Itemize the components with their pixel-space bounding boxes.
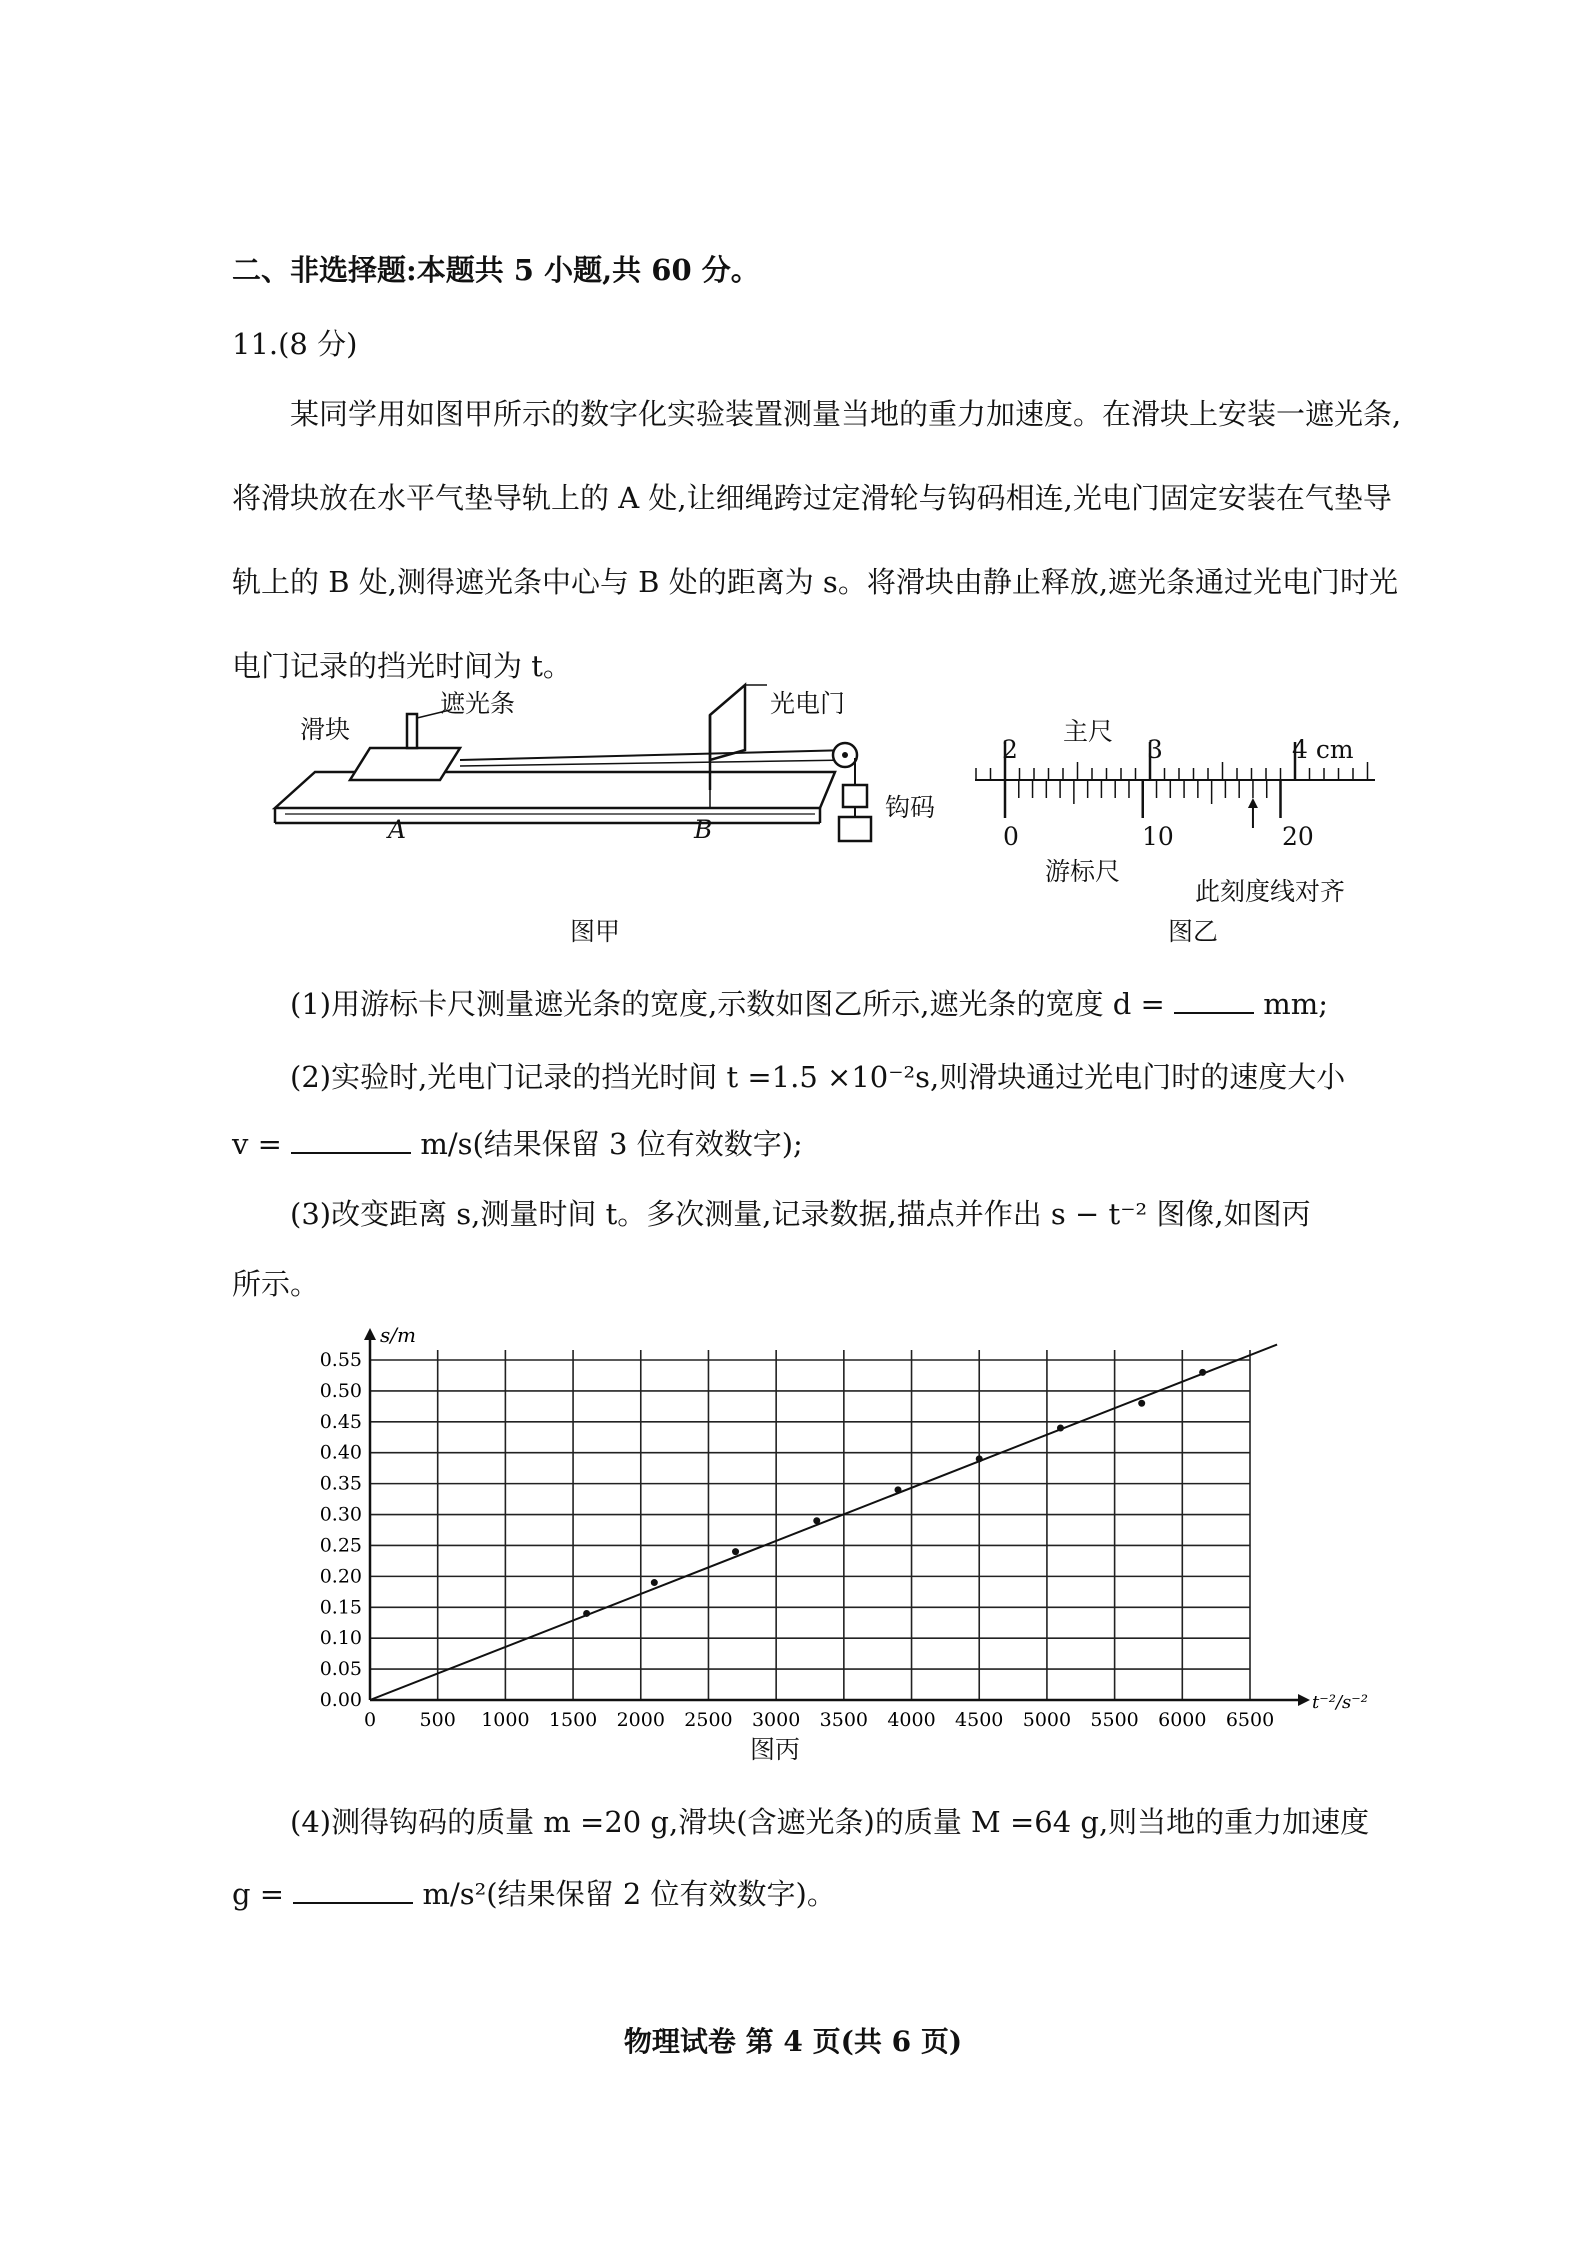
figure-jia-caption: 图甲 [570, 917, 621, 946]
data-point [1199, 1369, 1206, 1376]
y-tick-label: 0.55 [319, 1349, 362, 1371]
y-tick-label: 0.40 [319, 1441, 362, 1464]
figure-bing-chart [290, 1320, 1368, 1740]
string [460, 750, 850, 760]
x-axis-label: t⁻²/s⁻² [1312, 1692, 1368, 1713]
part-1-unit: mm; [1263, 987, 1329, 1021]
data-point [583, 1610, 590, 1617]
data-point [1057, 1425, 1064, 1432]
part-4-unit: m/s²(结果保留 2 位有效数字)。 [422, 1877, 836, 1911]
y-tick-label: 0.15 [319, 1596, 362, 1619]
part-3-line-2: 所示。 [232, 1267, 320, 1301]
photo-gate [710, 685, 745, 760]
page-footer: 物理试卷 第 4 页(共 6 页) [623, 2025, 963, 2058]
x-tick-label: 1500 [548, 1709, 598, 1731]
y-tick-label: 0.25 [319, 1534, 362, 1557]
x-tick-label: 2000 [616, 1709, 665, 1731]
y-tick-label: 0.05 [319, 1658, 362, 1681]
label-point-a: A [388, 815, 407, 844]
label-point-b: B [694, 815, 713, 844]
main-scale-number-2: 2 [1002, 735, 1018, 764]
x-tick-label: 1000 [481, 1709, 530, 1731]
x-tick-label: 2500 [684, 1709, 733, 1731]
label-main-scale: 主尺 [1063, 717, 1114, 746]
x-tick-label: 4500 [955, 1709, 1004, 1731]
label-align-note: 此刻度线对齐 [1195, 877, 1346, 906]
y-axis-arrow [364, 1328, 376, 1340]
hanging-weight-bottom [839, 817, 871, 841]
slider-block [350, 748, 460, 780]
label-weight: 钩码 [885, 793, 936, 822]
y-axis-label: s/m [380, 1323, 416, 1347]
answer-blank-d[interactable] [1174, 982, 1254, 1014]
y-tick-label: 0.20 [319, 1565, 362, 1588]
hanging-weight-top [843, 785, 867, 807]
y-tick-label: 0.10 [319, 1627, 362, 1650]
label-shade-strip: 遮光条 [440, 689, 516, 718]
part-1-text: (1)用游标卡尺测量遮光条的宽度,示数如图乙所示,遮光条的宽度 d = [290, 987, 1165, 1021]
x-tick-label: 3000 [751, 1709, 801, 1731]
part-2-line-2 [232, 1122, 803, 1163]
x-tick-label: 500 [419, 1709, 456, 1731]
data-point [976, 1455, 983, 1462]
x-tick-label: 6500 [1225, 1709, 1275, 1731]
label-photo-gate: 光电门 [770, 689, 846, 718]
part-4-line-2 [232, 1872, 836, 1913]
shade-strip [407, 714, 417, 748]
vernier-number-0: 0 [1003, 822, 1019, 851]
y-tick-label: 0.45 [319, 1410, 362, 1433]
part-4-var: g = [232, 1877, 285, 1911]
intro-text: 某同学用如图甲所示的数字化实验装置测量当地的重力加速度。在滑块上安装一遮光条,将滑块放在水平气垫导轨上的 A 处,让细绳跨过定滑轮与钩码相连,光电门固定安装在气垫导轨上的 B 处,测得遮光条中心与 B 处的距离为 s。将滑块由静止释放,遮光条通过光电门时光电门记录的挡光时间为 t。 [232, 397, 1402, 683]
figure-jia-apparatus [255, 680, 955, 870]
x-tick-label: 6000 [1158, 1709, 1207, 1731]
y-tick-label: 0.30 [319, 1503, 362, 1526]
figure-yi-caption: 图乙 [1168, 917, 1219, 946]
vernier-number-10: 10 [1142, 822, 1174, 851]
y-tick-label: 0.35 [319, 1472, 362, 1495]
section-title: 二、非选择题:本题共 5 小题,共 60 分。 [232, 253, 760, 287]
y-tick-label: 0.00 [319, 1689, 362, 1711]
x-tick-label: 3500 [819, 1709, 869, 1731]
x-tick-label: 4000 [887, 1709, 936, 1731]
main-scale-number-4: 4 cm [1292, 735, 1354, 764]
main-scale-number-3: 3 [1147, 735, 1163, 764]
vernier-number-20: 20 [1282, 822, 1314, 851]
part-2-line-1: (2)实验时,光电门记录的挡光时间 t =1.5 ×10⁻²s,则滑块通过光电门时的速度大小 [290, 1060, 1346, 1094]
label-slider: 滑块 [300, 715, 351, 744]
label-vernier-scale: 游标尺 [1045, 857, 1121, 886]
question-intro [232, 372, 1402, 708]
x-tick-label: 0 [363, 1709, 377, 1731]
answer-blank-g[interactable] [293, 1872, 413, 1904]
x-tick-label: 5000 [1022, 1709, 1072, 1731]
data-point [813, 1517, 820, 1524]
data-point [1138, 1400, 1145, 1407]
align-arrow-head [1248, 798, 1258, 808]
part-2-var: v = [232, 1127, 282, 1161]
data-point [895, 1486, 902, 1493]
figure-bing-caption: 图丙 [750, 1735, 801, 1764]
part-1 [290, 982, 1328, 1023]
y-tick-label: 0.50 [319, 1379, 362, 1402]
question-number: 11.(8 分) [232, 327, 358, 361]
x-axis-arrow [1298, 1694, 1310, 1706]
data-point [732, 1548, 739, 1555]
part-3-line-1: (3)改变距离 s,测量时间 t。多次测量,记录数据,描点并作出 s − t⁻² 图像,如图丙 [290, 1197, 1311, 1231]
part-2-unit: m/s(结果保留 3 位有效数字); [420, 1127, 803, 1161]
part-4-line-1: (4)测得钩码的质量 m =20 g,滑块(含遮光条)的质量 M =64 g,则当地的重力加速度 [290, 1805, 1370, 1839]
data-point [651, 1579, 658, 1586]
answer-blank-v[interactable] [291, 1122, 411, 1154]
x-tick-label: 5500 [1090, 1709, 1139, 1731]
